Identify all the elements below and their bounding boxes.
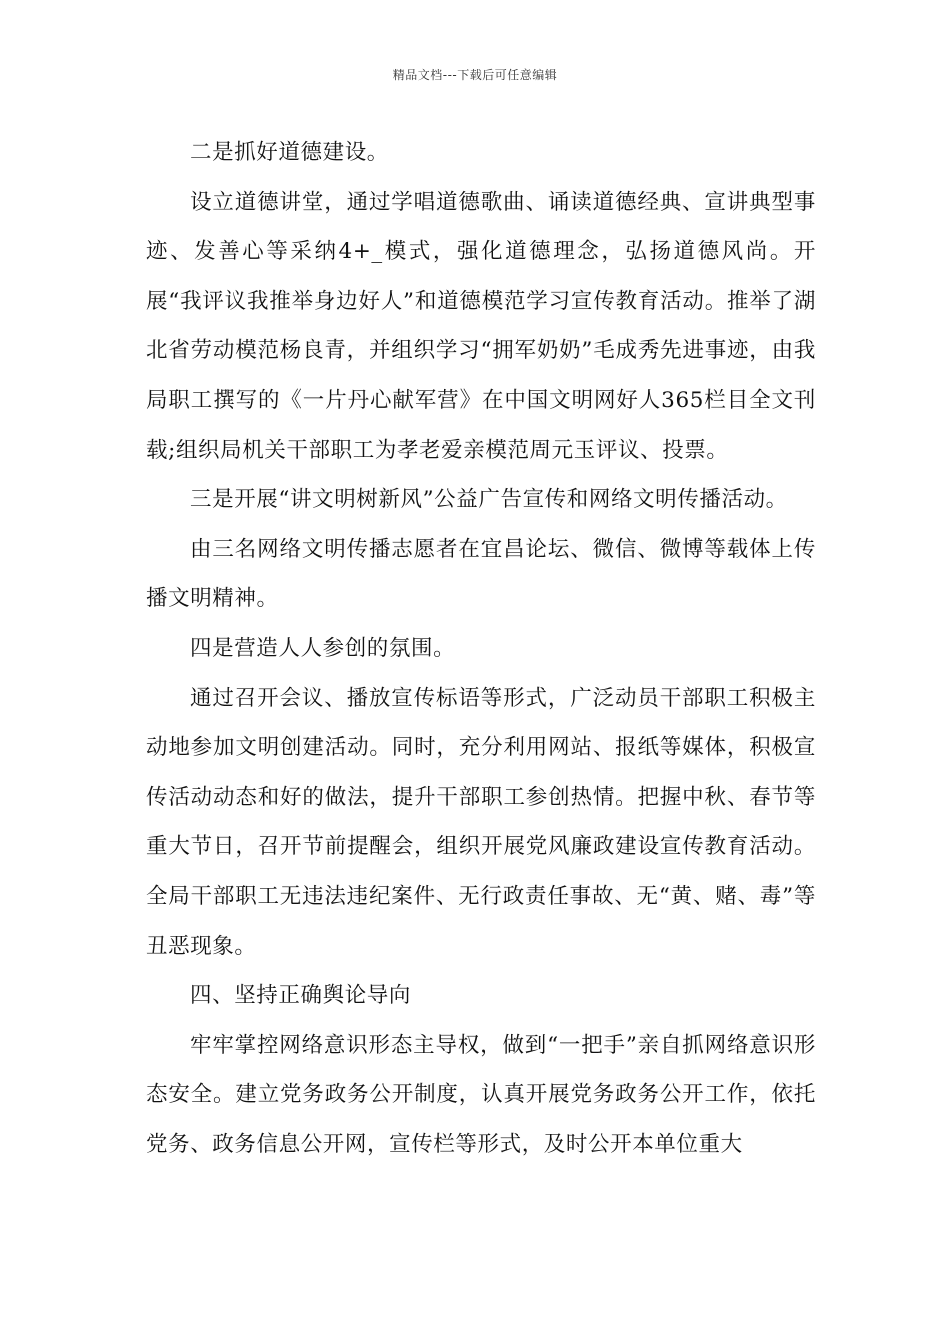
page-header: 精品文档---下载后可任意编辑 [392, 68, 558, 82]
paragraph: 通过召开会议、播放宣传标语等形式，广泛动员干部职工积极主动地参加文明创建活动。同时，充分利用网站、报纸等媒体，积极宣传活动动态和好的做法，提升干部职工参创热情。把握中秋、春节等重大节日，召开节前提醒会，组织开展党风廉政建设宣传教育活动。全局干部职工无违法违纪案件、无行政责任事故、无“黄、赌、毒”等丑恶现象。 [146, 685, 816, 959]
document-body [146, 128, 816, 1169]
paragraph: 二是抓好道德建设。 [190, 140, 389, 165]
paragraph: 三是开展“讲文明树新风”公益广告宣传和网络文明传播活动。 [190, 487, 788, 513]
paragraph: 由三名网络文明传播志愿者在宜昌论坛、微信、微博等载体上传播文明精神。 [146, 536, 816, 612]
paragraph: 四是营造人人参创的氛围。 [190, 635, 456, 661]
paragraph: 牢牢掌控网络意识形态主导权，做到“一把手”亲自抓网络意识形态安全。建立党务政务公开制度，认真开展党务政务公开工作，依托党务、政务信息公开网，宣传栏等形式，及时公开本单位重大 [146, 1032, 816, 1157]
paragraph: 四、坚持正确舆论导向 [190, 983, 412, 1009]
paragraph: 设立道德讲堂，通过学唱道德歌曲、诵读道德经典、宣讲典型事迹、发善心等采纳4+_模式，强化道德理念，弘扬道德风尚。开展“我评议我推举身边好人”和道德模范学习宣传教育活动。推举了湖北省劳动模范杨良青，并组织学习“拥军奶奶”毛成秀先进事迹，由我局职工撰写的《一片丹心献军营》在中国文明网好人365栏目全文刊载;组织局机关干部职工为孝老爱亲模范周元玉评议、投票。 [146, 189, 816, 463]
